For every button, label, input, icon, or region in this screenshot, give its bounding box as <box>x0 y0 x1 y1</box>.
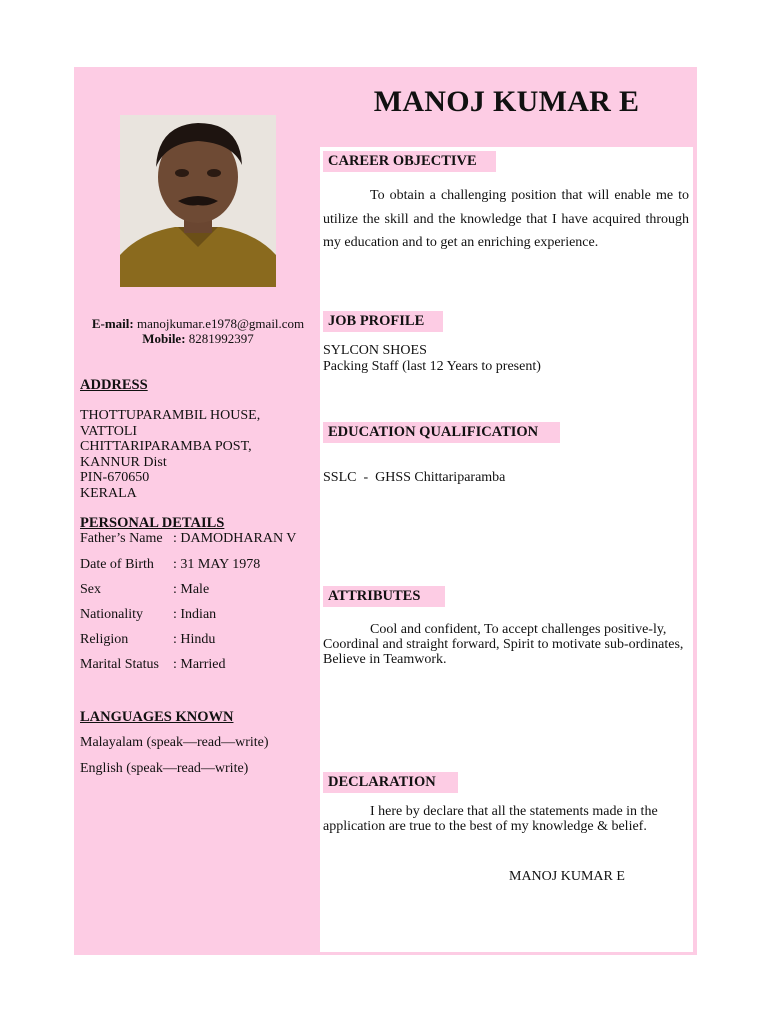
address-line: KERALA <box>80 485 137 501</box>
personal-key: Marital Status <box>80 657 159 672</box>
address-line: THOTTUPARAMBIL HOUSE, <box>80 408 261 423</box>
personal-row-dob <box>80 557 320 573</box>
email-line <box>78 316 318 331</box>
career-objective-heading: CAREER OBJECTIVE <box>323 151 496 172</box>
email-label: E-mail: <box>91 316 134 331</box>
personal-row-religion <box>80 632 320 648</box>
attributes-heading: ATTRIBUTES <box>323 586 445 607</box>
personal-row-marital <box>80 657 320 673</box>
job-company: SYLCON SHOES <box>323 343 427 358</box>
personal-key: Date of Birth <box>80 557 154 572</box>
address-heading: ADDRESS <box>80 377 148 393</box>
address-block <box>80 408 260 501</box>
language-item: English (speak—read—write) <box>80 761 249 776</box>
address-line: CHITTARIPARAMBA POST, <box>80 439 252 454</box>
personal-details-heading: PERSONAL DETAILS <box>80 515 225 531</box>
attributes-text: Cool and confident, To accept challenges positive-ly, Coordinal and straight forward, Spirit to motivate sub-ordinates, Believe in Teamwork. <box>323 622 684 667</box>
job-role: Packing Staff (last 12 Years to present) <box>323 358 541 374</box>
personal-value: : Married <box>173 657 226 672</box>
personal-key: Sex <box>80 582 101 597</box>
languages-heading: LANGUAGES KNOWN <box>80 709 234 725</box>
personal-row-sex <box>80 582 320 598</box>
address-line: PIN-670650 <box>80 470 150 485</box>
career-objective-text: To obtain a challenging position that will enable me to utilize the skill and the knowledge that I have acquired through my education and to get an enriching experience. <box>323 188 689 250</box>
education-heading: EDUCATION QUALIFICATION <box>323 422 560 443</box>
address-line: VATTOLI <box>80 423 138 439</box>
declaration-heading: DECLARATION <box>323 772 458 793</box>
mobile-value: 8281992397 <box>188 331 254 346</box>
personal-key: Nationality <box>80 607 143 622</box>
profile-photo <box>120 115 276 287</box>
job-profile-block <box>323 343 689 374</box>
language-item: Malayalam (speak—read—write) <box>80 735 269 750</box>
personal-key: Father’s Name <box>80 531 163 546</box>
contact-block <box>78 316 318 346</box>
education-text: SSLC - GHSS Chittariparamba <box>323 470 506 485</box>
personal-value: : DAMODHARAN V <box>173 531 297 546</box>
personal-value: : Male <box>173 582 210 597</box>
address-line: KANNUR Dist <box>80 454 167 470</box>
personal-row-father <box>80 531 320 547</box>
signature-name: MANOJ KUMAR E <box>509 869 625 884</box>
mobile-label: Mobile: <box>142 331 186 346</box>
personal-value: : Hindu <box>173 632 216 647</box>
personal-key: Religion <box>80 632 129 647</box>
declaration-text: I here by declare that all the statements made in the application are true to the best of my knowledge & belief. <box>323 804 658 834</box>
job-profile-heading: JOB PROFILE <box>323 311 443 332</box>
mobile-line <box>78 331 318 346</box>
candidate-name: MANOJ KUMAR E <box>373 85 640 118</box>
email-value: manojkumar.e1978@gmail.com <box>136 316 305 331</box>
personal-row-nationality <box>80 607 320 623</box>
personal-value: : 31 MAY 1978 <box>173 557 261 572</box>
person-portrait-icon <box>120 115 276 287</box>
personal-value: : Indian <box>173 607 217 622</box>
